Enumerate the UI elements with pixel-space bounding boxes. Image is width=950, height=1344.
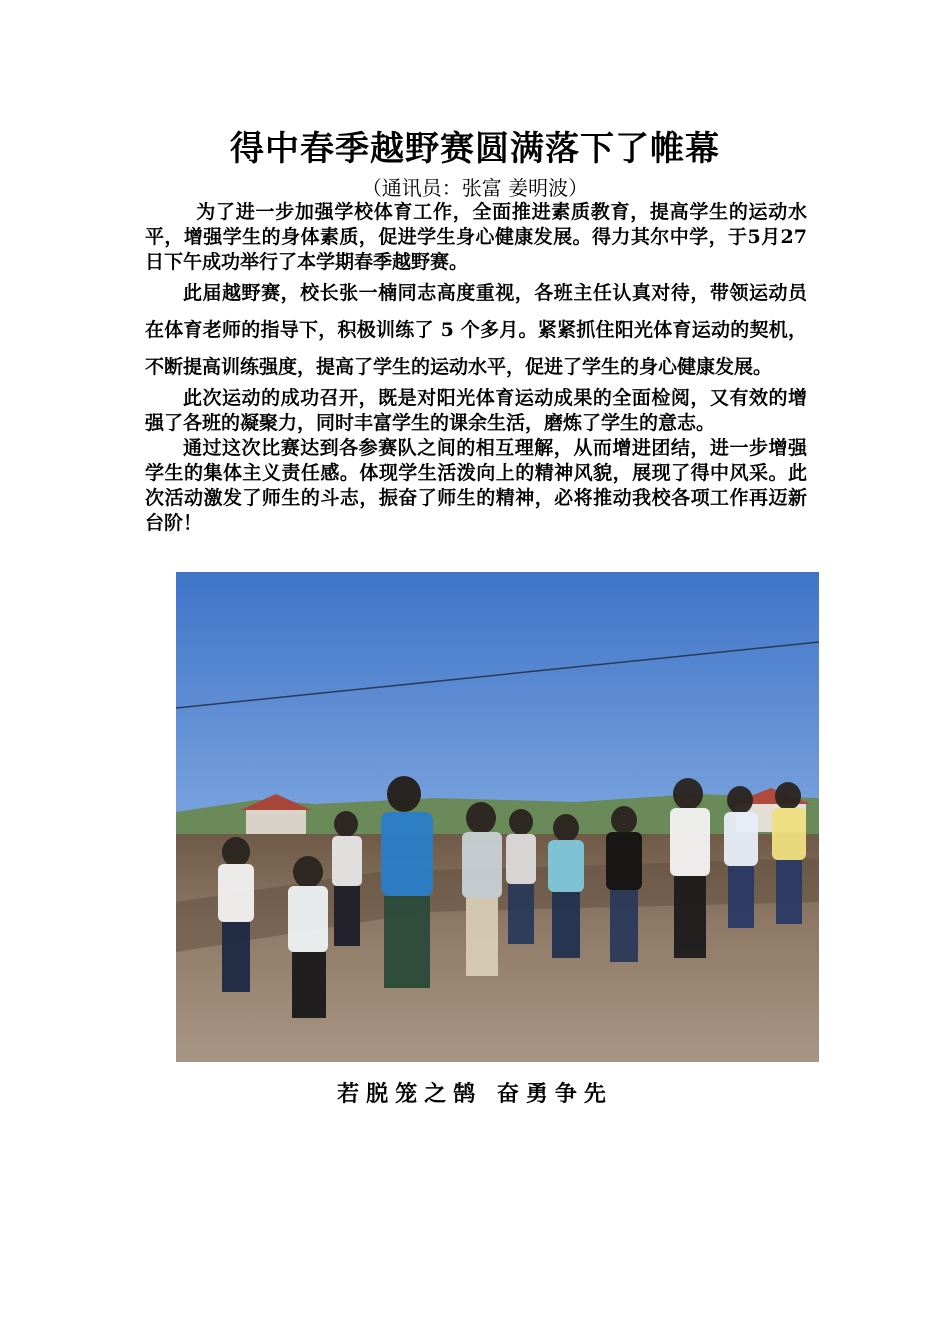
article-body (145, 200, 807, 536)
article-title: 得中春季越野赛圆满落下了帷幕 (230, 129, 720, 169)
paragraph-preparation: 此届越野赛，校长张一楠同志高度重视，各班主任认真对待，带领运动员在体育老师的指导下，积极训练了 5 个多月。紧紧抓住阳光体育运动的契机，不断提高训练强度，提高了学生的运动水平，促进了学生的身心健康发展。 (145, 282, 807, 378)
paragraph-intro: 为了进一步加强学校体育工作，全面推进素质教育，提高学生的运动水平，增强学生的身体素质，促进学生身心健康发展。得力其尔中学，于5月27日下午成功举行了本学期春季越野赛。 (145, 201, 807, 273)
race-photo (176, 572, 819, 1062)
article-byline: （通讯员：张富 姜明波） (361, 176, 589, 200)
paragraph-significance: 此次运动的成功召开，既是对阳光体育运动成果的全面检阅，又有效的增强了各班的凝聚力，同时丰富学生的课余生活，磨炼了学生的意志。 (145, 387, 807, 434)
photo-caption: 若脱笼之鹄 奋勇争先 (337, 1082, 613, 1107)
paragraph-conclusion: 通过这次比赛达到各参赛队之间的相互理解，从而增进团结，进一步增强学生的集体主义责任感。体现学生活泼向上的精神风貌，展现了得中风采。此次活动激发了师生的斗志，振奋了师生的精神，必将推动我校各项工作再迈新台阶！ (145, 437, 807, 534)
